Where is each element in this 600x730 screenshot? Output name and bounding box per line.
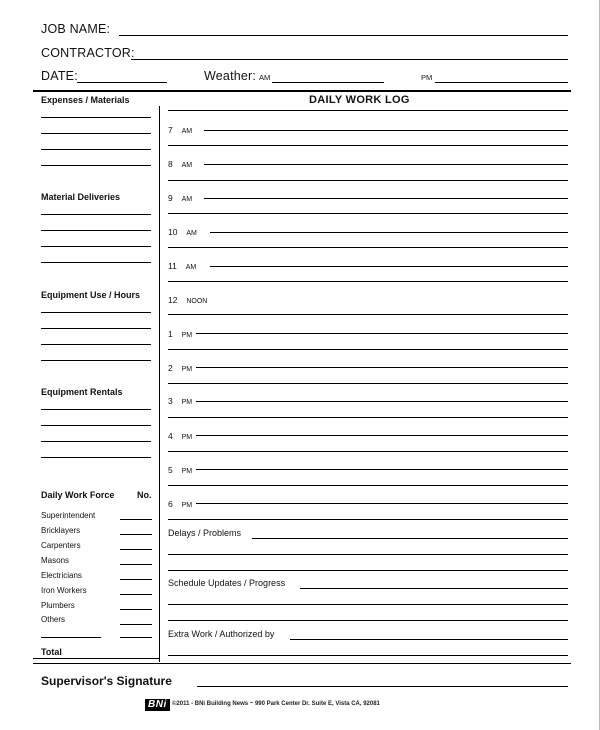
delays-field-3[interactable] (168, 570, 568, 571)
schedule-field[interactable] (300, 588, 568, 589)
expenses-line-2[interactable] (41, 133, 151, 134)
delays-field-2[interactable] (168, 554, 568, 555)
expenses-line-1[interactable] (41, 117, 151, 118)
trade-masons: Masons (41, 556, 70, 565)
deliveries-title: Material Deliveries (41, 192, 121, 202)
time-11am-field[interactable] (210, 266, 568, 267)
time-5pm-field-2[interactable] (168, 485, 568, 486)
time-10am-field[interactable] (210, 232, 568, 233)
time-5pm-label: 5 PM (168, 465, 193, 475)
time-3pm-label: 3 PM (168, 396, 193, 406)
time-2pm-label: 2 PM (168, 363, 193, 373)
total-label: Total (41, 647, 62, 657)
job-name-field[interactable] (119, 35, 568, 36)
time-8am-label: 8 AM (168, 159, 193, 169)
trade-count-field[interactable] (120, 637, 152, 638)
schedule-label: Schedule Updates / Progress (168, 578, 286, 588)
deliveries-line-4[interactable] (41, 262, 151, 263)
equipment-rentals-line-3[interactable] (41, 441, 151, 442)
extra-work-label: Extra Work / Authorized by (168, 629, 275, 639)
expenses-line-4[interactable] (41, 165, 151, 166)
supervisor-signature-field[interactable] (197, 686, 568, 687)
time-10am-field-2[interactable] (168, 247, 568, 248)
time-5pm-field[interactable] (196, 469, 568, 470)
time-6pm-label: 6 PM (168, 499, 193, 509)
time-4pm-field[interactable] (196, 435, 568, 436)
deliveries-line-3[interactable] (41, 246, 151, 247)
expenses-title: Expenses / Materials (41, 95, 130, 105)
weather-pm-label: PM (421, 73, 433, 82)
trade-count-field[interactable] (120, 579, 152, 580)
time-3pm-field[interactable] (196, 401, 568, 402)
trade-count-field[interactable] (120, 609, 152, 610)
contractor-field[interactable] (131, 59, 568, 60)
time-10am-label: 10 AM (168, 227, 197, 237)
equipment-rentals-line-2[interactable] (41, 425, 151, 426)
time-4pm-field-2[interactable] (168, 451, 568, 452)
time-7am-field-2[interactable] (168, 145, 568, 146)
weather-pm-field[interactable] (435, 82, 568, 83)
deliveries-line-2[interactable] (41, 230, 151, 231)
date-label: DATE: (41, 69, 78, 83)
trade-count-field[interactable] (120, 549, 152, 550)
time-1pm-field[interactable] (196, 333, 568, 334)
trade-bricklayers: Bricklayers (41, 526, 81, 535)
equipment-rentals-line-1[interactable] (41, 409, 151, 410)
time-9am-label: 9 AM (168, 193, 193, 203)
column-divider (159, 106, 160, 662)
trade-electricians: Electricians (41, 571, 82, 580)
equipment-rentals-line-4[interactable] (41, 457, 151, 458)
weather-am-field[interactable] (272, 82, 384, 83)
trade-count-field[interactable] (120, 594, 152, 595)
header-divider (33, 90, 571, 92)
job-name-label: JOB NAME: (41, 22, 111, 36)
log-top-line (168, 110, 568, 111)
schedule-field-3[interactable] (168, 620, 568, 621)
trade-count-field[interactable] (120, 624, 152, 625)
time-1pm-label: 1 PM (168, 329, 193, 339)
contractor-label: CONTRACTOR: (41, 46, 135, 60)
time-3pm-field-2[interactable] (168, 417, 568, 418)
time-8am-field-2[interactable] (168, 180, 568, 181)
equipment-use-line-2[interactable] (41, 328, 151, 329)
trade-others: Others (41, 615, 66, 624)
date-field[interactable] (77, 82, 167, 83)
daily-work-log-title: DAILY WORK LOG (309, 94, 410, 106)
time-6pm-field[interactable] (196, 503, 568, 504)
workforce-no-header: No. (137, 490, 152, 500)
time-11am-label: 11 AM (168, 261, 197, 271)
footer-divider (33, 663, 571, 664)
equipment-use-title: Equipment Use / Hours (41, 290, 141, 300)
bni-logo: BNi (145, 699, 170, 711)
time-11am-field-2[interactable] (168, 281, 568, 282)
weather-am-label: AM (259, 73, 271, 82)
copyright-text: ©2011 - BNi Building News ~ 990 Park Center Dr. Suite E, Vista CA, 92081 (172, 701, 380, 707)
trade-superintendent: Superintendent (41, 511, 96, 520)
trade-other-name-field[interactable] (41, 637, 101, 638)
equipment-rentals-title: Equipment Rentals (41, 387, 123, 397)
trade-plumbers: Plumbers (41, 601, 75, 610)
time-6pm-field-2[interactable] (168, 519, 568, 520)
trade-iron-workers: Iron Workers (41, 586, 87, 595)
expenses-line-3[interactable] (41, 149, 151, 150)
time-2pm-field-2[interactable] (168, 383, 568, 384)
time-9am-field[interactable] (204, 198, 568, 199)
supervisor-signature-label: Supervisor's Signature (41, 674, 172, 688)
trade-count-field[interactable] (120, 534, 152, 535)
time-12noon-field[interactable] (168, 314, 568, 315)
equipment-use-line-1[interactable] (41, 312, 151, 313)
time-12noon-label: 12 NOON (168, 295, 208, 305)
deliveries-line-1[interactable] (41, 214, 151, 215)
trade-count-field[interactable] (120, 519, 152, 520)
delays-field[interactable] (252, 538, 568, 539)
extra-work-field[interactable] (290, 639, 568, 640)
equipment-use-line-3[interactable] (41, 344, 151, 345)
delays-label: Delays / Problems (168, 528, 242, 538)
trade-carpenters: Carpenters (41, 541, 81, 550)
equipment-use-line-4[interactable] (41, 360, 151, 361)
trade-count-field[interactable] (120, 564, 152, 565)
schedule-field-2[interactable] (168, 604, 568, 605)
weather-label: Weather: (204, 69, 257, 83)
time-8am-field[interactable] (204, 164, 568, 165)
total-underline (33, 658, 160, 659)
time-7am-field[interactable] (204, 130, 568, 131)
workforce-title: Daily Work Force (41, 490, 115, 500)
extra-work-field-2[interactable] (168, 655, 568, 656)
time-1pm-field-2[interactable] (168, 349, 568, 350)
time-2pm-field[interactable] (196, 367, 568, 368)
time-7am-label: 7 AM (168, 125, 193, 135)
time-9am-field-2[interactable] (168, 213, 568, 214)
time-4pm-label: 4 PM (168, 431, 193, 441)
